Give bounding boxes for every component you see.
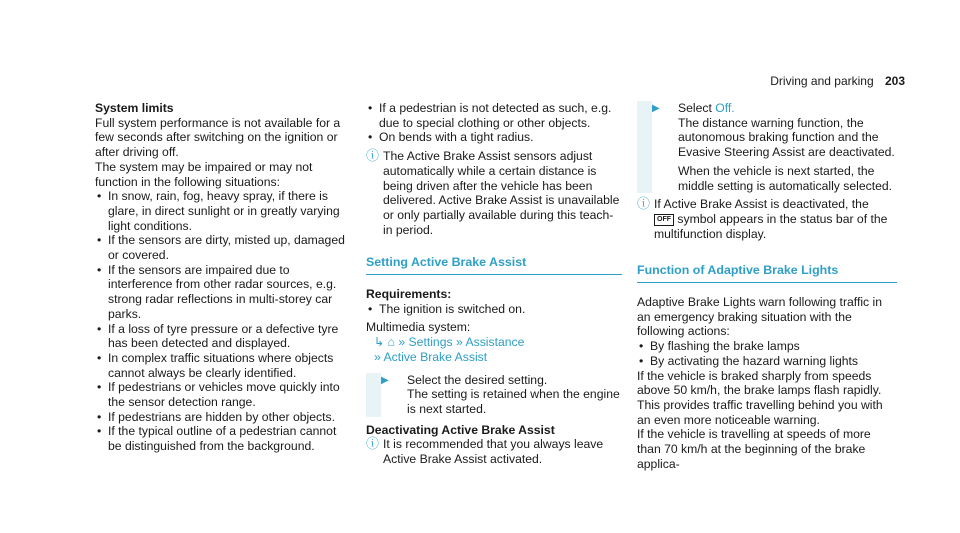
list-item: • If a pedestrian is not detected as such, e.g. due to special clothing or other objects.	[366, 101, 622, 130]
list-item: • If pedestrians or vehicles move quickly into the sensor detection range.	[95, 380, 350, 409]
step-select-setting: ▶ Select the desired setting. The setting is retained when the engine is next started.	[366, 373, 622, 417]
list-item: • The ignition is switched on.	[366, 302, 622, 317]
section-heading-adaptive: Function of Adaptive Brake Lights	[637, 263, 897, 283]
paragraph: If the vehicle is braked sharply from speeds above 50 km/h, the brake lamps flash rapidly. This provides traffic travelling behind you with an even more noticeable warning.	[637, 368, 883, 427]
section-heading-setting: Setting Active Brake Assist	[366, 255, 622, 275]
system-limits-title: System limits	[95, 101, 174, 115]
list-item: • By activating the hazard warning lights	[637, 354, 897, 369]
menu-path	[366, 335, 622, 364]
list-item: • If the sensors are dirty, misted up, damaged or covered.	[95, 233, 350, 262]
info-note: ⓘ The Active Brake Assist sensors adjust automatically while a certain distance is being driven after the vehicle has been delivered. Active Brake Assist is unavailable or only partially available during this teach-in period.	[366, 148, 620, 237]
column-3	[637, 101, 897, 471]
paragraph: The system may be impaired or may not function in the following situations:	[95, 159, 313, 189]
path-arrow-icon: ↳	[374, 335, 385, 350]
info-note: ⓘ If Active Brake Assist is deactivated, the OFF symbol appears in the status bar of the multifunction display.	[637, 196, 888, 241]
path-assistance: Assistance	[465, 335, 525, 350]
requirements-label: Requirements:	[366, 287, 452, 302]
paragraph: Adaptive Brake Lights warn following traffic in an emergency braking situation with the following actions:	[637, 295, 883, 339]
step-arrow-icon: ▶	[381, 374, 389, 386]
info-icon: ⓘ	[366, 148, 380, 164]
home-icon: ⌂	[387, 335, 395, 350]
path-settings: Settings	[408, 335, 453, 350]
list-item: • If the typical outline of a pedestrian cannot be distinguished from the background.	[95, 424, 350, 453]
actions-list	[637, 339, 897, 368]
column-1	[95, 101, 350, 454]
info-note: ⓘ It is recommended that you always leave Active Brake Assist activated.	[366, 436, 604, 467]
off-value: Off.	[715, 101, 735, 115]
paragraph: If the vehicle is travelling at speeds of more than 70 km/h at the beginning of the brake applica-	[637, 427, 871, 471]
path-active-brake-assist: Active Brake Assist	[383, 349, 488, 364]
page-header	[770, 74, 905, 89]
info-icon: ⓘ	[366, 436, 380, 452]
limits-list	[95, 189, 350, 454]
list-item: • By flashing the brake lamps	[637, 339, 897, 354]
limits-list-cont	[366, 101, 622, 145]
paragraph: Full system performance is not available for a few seconds after switching on the ignition or after driving off.	[95, 115, 341, 160]
list-item: • If a loss of tyre pressure or a defective tyre has been detected and displayed.	[95, 322, 350, 351]
multimedia-label: Multimedia system:	[366, 320, 471, 335]
list-item: • In snow, rain, fog, heavy spray, if there is glare, in direct sunlight or in greatly varying light conditions.	[95, 189, 350, 233]
chevron-icon: »	[455, 335, 463, 350]
aba-off-icon: OFF	[654, 214, 674, 226]
requirements-list	[366, 302, 622, 317]
chevron-icon: »	[398, 335, 406, 350]
list-item: • If pedestrians are hidden by other objects.	[95, 410, 350, 425]
chevron-icon: »	[374, 349, 381, 364]
step-arrow-icon: ▶	[652, 103, 660, 114]
column-2	[366, 101, 622, 467]
list-item: • If the sensors are impaired due to interference from other radar sources, e.g. strong radar reflections in multi-storey car parks.	[95, 263, 350, 322]
deactivating-title: Deactivating Active Brake Assist	[366, 422, 555, 437]
step-select-off: ▶ Select Off. The distance warning function, the autonomous braking function and the Evasive Steering Assist are deactivated. When the vehicle is next started, the middle setting is automatically selected.	[637, 101, 897, 193]
list-item: • In complex traffic situations where objects cannot always be clearly identified.	[95, 351, 350, 380]
page-number: 203	[884, 74, 905, 88]
section-title: Driving and parking	[770, 74, 874, 88]
info-icon: ⓘ	[637, 196, 651, 212]
list-item: • On bends with a tight radius.	[366, 130, 622, 145]
